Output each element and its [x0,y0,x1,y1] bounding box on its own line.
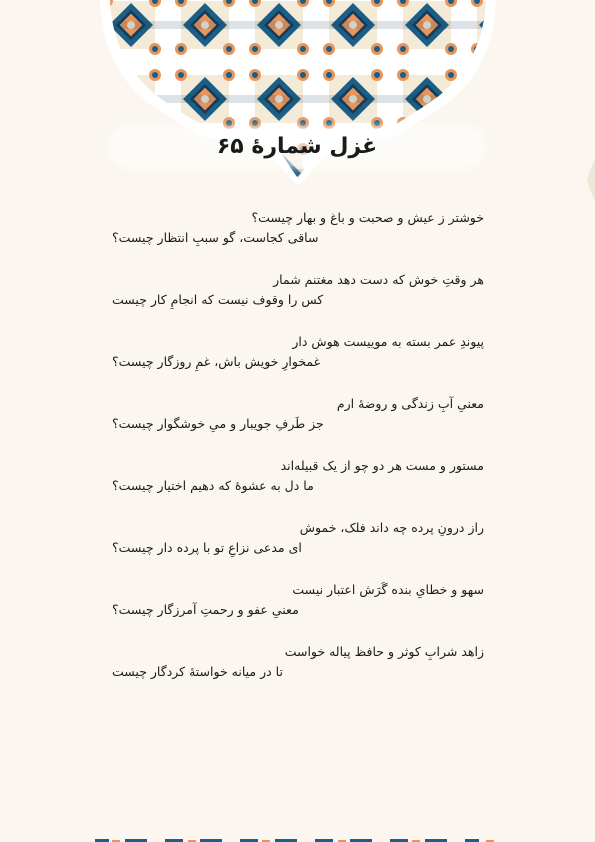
verse-line: معنیِ آبِ زندگی و روضهٔ ارم [336,396,484,411]
poem [112,208,484,704]
verse-line: راز درونِ پرده چه داند فلک، خموش [299,520,484,535]
verse-line: زاهد شرابِ کوثر و حافظ پیاله خواست [284,644,484,659]
verse-line: پیوندِ عمر بسته به موییست هوش دار [292,334,484,349]
verse-line: غمخوارِ خویش باش، غمِ روزگار چیست؟ [112,354,321,369]
verse-line: خوشتر ز عیش و صحبت و باغ و بهار چیست؟ [251,210,484,225]
verse-line: ای مدعی نزاعِ تو با پرده دار چیست؟ [112,540,302,555]
couplet [112,518,484,580]
edge-ornament [587,160,595,200]
verse-line: جز طَرفِ جویبار و میِ خوشگوار چیست؟ [112,416,324,431]
verse-line: سهو و خطایِ بنده گَرَش اعتبار نیست [292,582,484,597]
couplet [112,642,484,704]
verse-line: ما دل به عشوهٔ که دهیم اختیار چیست؟ [112,478,314,493]
verse-line: کس را وقوف نیست که انجامِ کار چیست [112,292,324,307]
islamic-tile-ornament [0,0,595,200]
couplet [112,208,484,270]
verse-line: مستور و مست هر دو چو از یک قبیله‌اند [280,458,484,473]
couplet [112,456,484,518]
couplet [112,270,484,332]
page-title: غزل شمارهٔ ۶۵ [216,134,378,159]
couplet [112,580,484,642]
verse-line: ساقی کجاست، گو سببِ انتظار چیست؟ [112,230,319,245]
couplet [112,332,484,394]
verse-line: هر وقتِ خوش که دست دهد مغتنم شمار [273,272,484,287]
verse-line: معنیِ عفو و رحمتِ آمرزگار چیست؟ [112,602,299,617]
couplet [112,394,484,456]
verse-line: تا در میانه خواستهٔ کردگار چیست [112,664,283,679]
bottom-tile-border [0,834,595,842]
